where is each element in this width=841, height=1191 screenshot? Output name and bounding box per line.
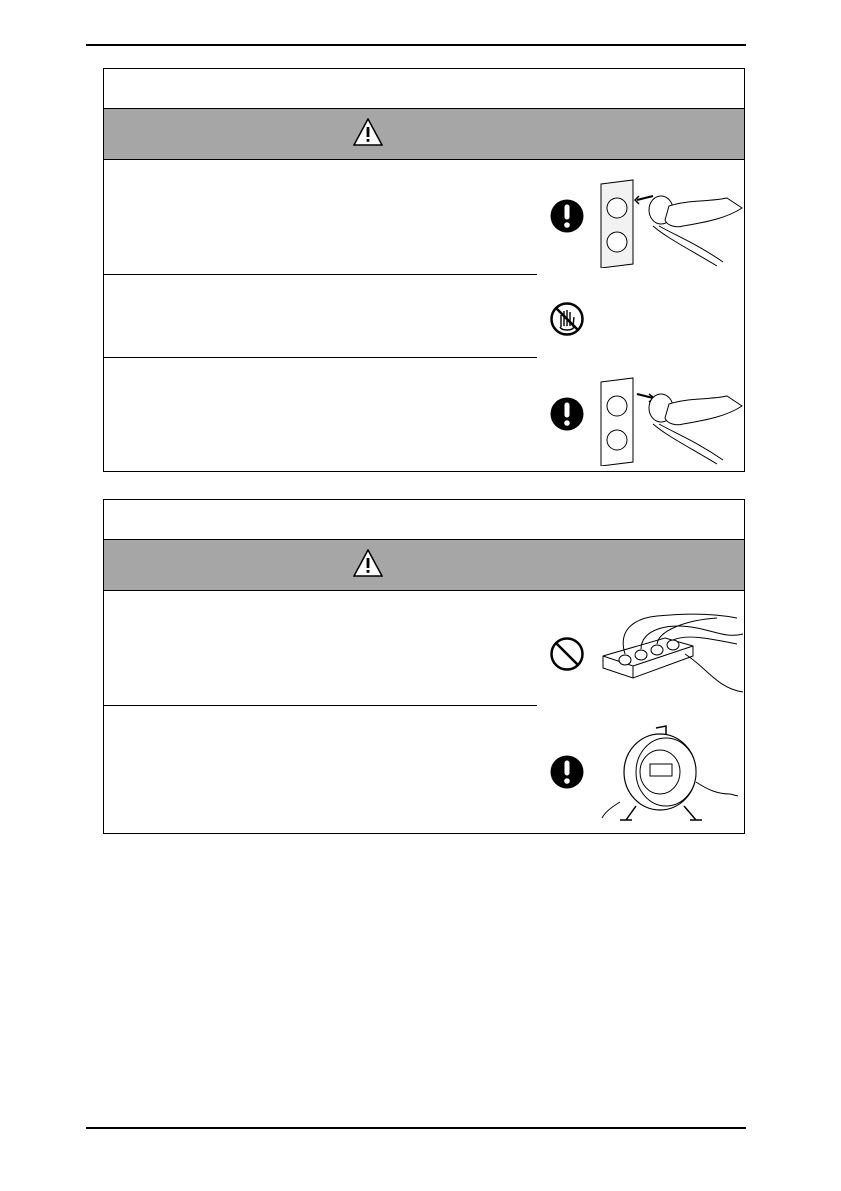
mandatory-exclamation-icon — [550, 755, 584, 789]
no-wet-hands-icon — [550, 302, 584, 336]
warning-header-bar — [104, 109, 744, 160]
warning-row-wet-hands — [104, 275, 744, 357]
footer-rule — [86, 1127, 746, 1129]
power-strip-illustration — [597, 608, 745, 703]
warning-header-bar — [104, 540, 744, 591]
plug-remove-illustration — [597, 376, 747, 466]
plug-insert-illustration — [597, 178, 747, 268]
section-title-row — [104, 69, 744, 109]
cable-reel-illustration — [600, 722, 745, 822]
safety-box-power-plug — [103, 68, 745, 472]
warning-triangle-icon — [353, 118, 383, 146]
prohibited-circle-icon — [550, 637, 584, 671]
warning-triangle-icon — [353, 549, 383, 577]
mandatory-exclamation-icon — [550, 397, 584, 431]
safety-box-power-strip — [103, 499, 745, 834]
header-rule — [86, 44, 746, 46]
section-title-row — [104, 500, 744, 540]
mandatory-exclamation-icon — [550, 199, 584, 233]
